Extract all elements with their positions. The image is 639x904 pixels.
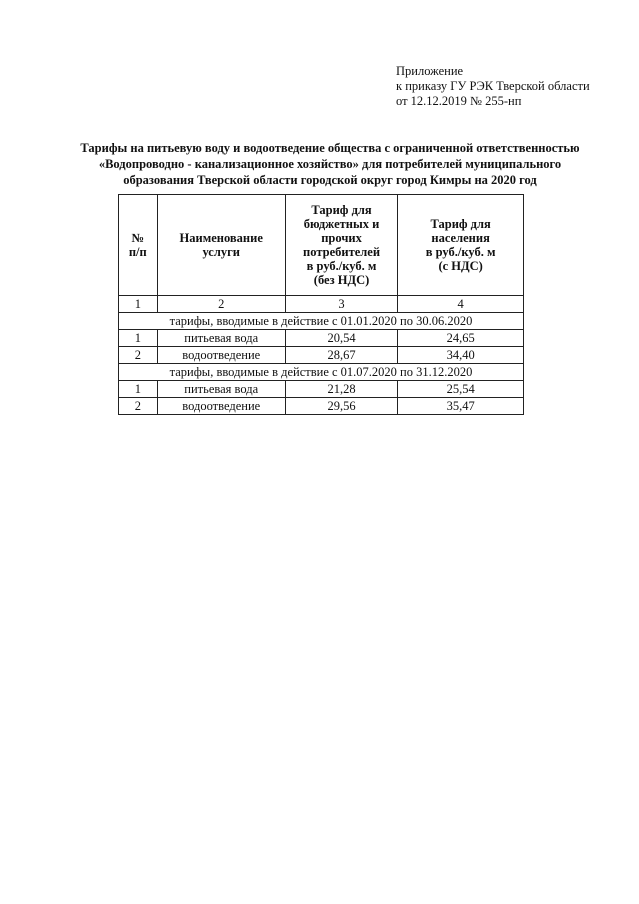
row-population-tariff: 24,65 xyxy=(398,330,524,347)
row-service: питьевая вода xyxy=(157,381,285,398)
header-text: п/п xyxy=(128,245,147,259)
table-header-row xyxy=(119,195,524,296)
table-row xyxy=(119,347,524,364)
column-number: 3 xyxy=(285,296,397,313)
column-number: 1 xyxy=(119,296,158,313)
row-number: 1 xyxy=(119,381,158,398)
period-label: тарифы, вводимые в действие с 01.01.2020 по 30.06.2020 xyxy=(119,313,524,330)
header-text: (без НДС) xyxy=(313,273,370,287)
annex-order-ref: к приказу ГУ РЭК Тверской области xyxy=(396,79,590,93)
header-text: (с НДС) xyxy=(438,259,483,273)
header-budget-tariff xyxy=(285,195,397,296)
row-population-tariff: 35,47 xyxy=(398,398,524,415)
period-label: тарифы, вводимые в действие с 01.07.2020 по 31.12.2020 xyxy=(119,364,524,381)
row-population-tariff: 34,40 xyxy=(398,347,524,364)
header-service xyxy=(157,195,285,296)
column-number-row xyxy=(119,296,524,313)
title-line: образования Тверской области городской округ город Кимры на 2020 год xyxy=(123,173,537,187)
header-population-tariff xyxy=(398,195,524,296)
table-row xyxy=(119,330,524,347)
header-text: Тариф для xyxy=(430,217,491,231)
period-row xyxy=(119,313,524,330)
row-service: водоотведение xyxy=(157,398,285,415)
column-number: 2 xyxy=(157,296,285,313)
header-text: услуги xyxy=(202,245,240,259)
tariff-table xyxy=(118,194,524,415)
header-text: потребителей xyxy=(303,245,381,259)
document-title xyxy=(60,140,600,188)
row-service: питьевая вода xyxy=(157,330,285,347)
table-row xyxy=(119,381,524,398)
row-budget-tariff: 20,54 xyxy=(285,330,397,347)
row-budget-tariff: 21,28 xyxy=(285,381,397,398)
title-line: Тарифы на питьевую воду и водоотведение общества с ограниченной ответственностью xyxy=(80,141,580,155)
header-text: в руб./куб. м xyxy=(306,259,377,273)
title-line: «Водопроводно - канализационное хозяйство» для потребителей муниципального xyxy=(98,157,562,171)
header-text: Тариф для xyxy=(311,203,372,217)
header-text: прочих xyxy=(321,231,362,245)
header-text: в руб./куб. м xyxy=(425,245,496,259)
annex-reference xyxy=(396,64,590,109)
row-population-tariff: 25,54 xyxy=(398,381,524,398)
annex-order-date: от 12.12.2019 № 255-нп xyxy=(396,94,522,108)
column-number: 4 xyxy=(398,296,524,313)
row-number: 2 xyxy=(119,347,158,364)
header-text: бюджетных и xyxy=(303,217,380,231)
header-text: Наименование xyxy=(179,231,263,245)
row-number: 2 xyxy=(119,398,158,415)
period-row xyxy=(119,364,524,381)
row-budget-tariff: 28,67 xyxy=(285,347,397,364)
row-service: водоотведение xyxy=(157,347,285,364)
annex-label: Приложение xyxy=(396,64,464,78)
row-number: 1 xyxy=(119,330,158,347)
header-text: № xyxy=(131,231,145,245)
header-text: населения xyxy=(431,231,490,245)
table-row xyxy=(119,398,524,415)
row-budget-tariff: 29,56 xyxy=(285,398,397,415)
header-number xyxy=(119,195,158,296)
